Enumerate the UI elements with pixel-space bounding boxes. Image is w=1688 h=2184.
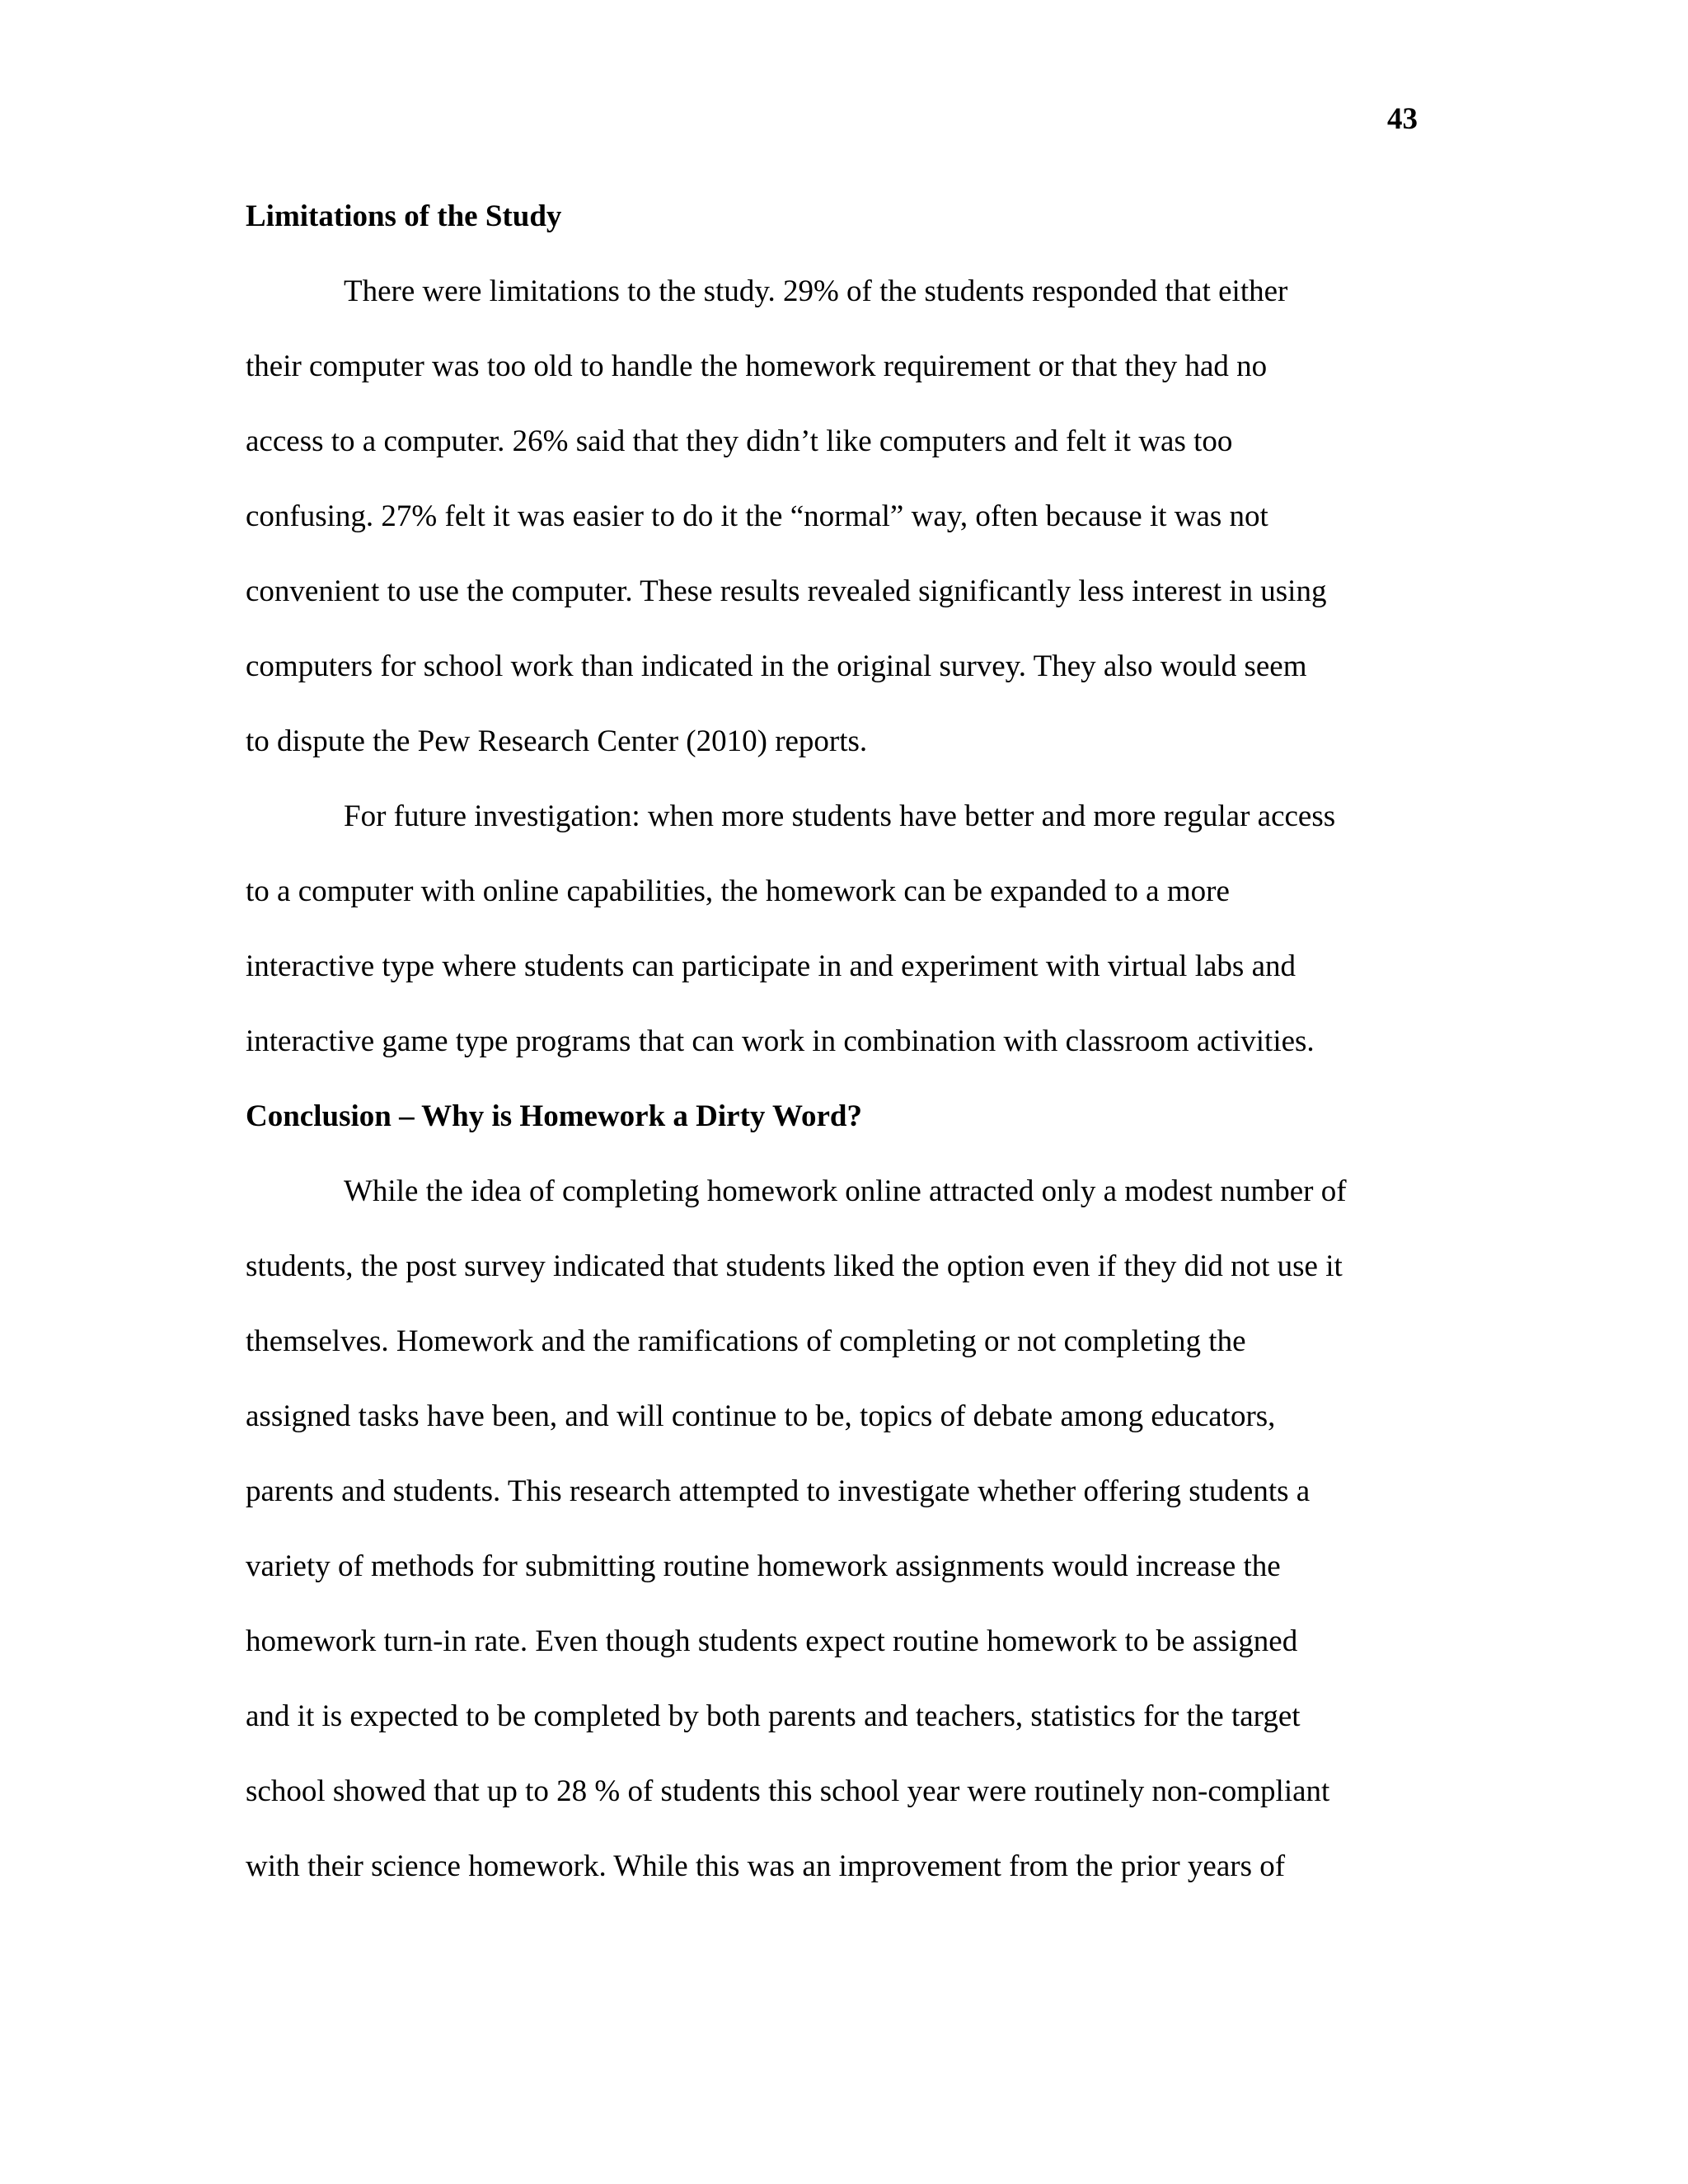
section-heading-conclusion: Conclusion – Why is Homework a Dirty Word? <box>246 1099 862 1133</box>
paragraph-line: variety of methods for submitting routine homework assignments would increase the <box>246 1549 1281 1583</box>
paragraph-line: While the idea of completing homework online attracted only a modest number of <box>344 1174 1347 1208</box>
paragraph-line: interactive game type programs that can work in combination with classroom activities. <box>246 1024 1315 1058</box>
paragraph-line: their computer was too old to handle the homework requirement or that they had no <box>246 349 1268 383</box>
paragraph-line: access to a computer. 26% said that they didn’t like computers and felt it was too <box>246 424 1233 458</box>
paragraph-line: themselves. Homework and the ramifications of completing or not completing the <box>246 1324 1246 1358</box>
paragraph-line: students, the post survey indicated that students liked the option even if they did not use it <box>246 1249 1343 1283</box>
paragraph-line: to a computer with online capabilities, the homework can be expanded to a more <box>246 874 1230 908</box>
paragraph-line: homework turn-in rate. Even though students expect routine homework to be assigned <box>246 1624 1298 1658</box>
paragraph-line: For future investigation: when more students have better and more regular access <box>344 799 1336 833</box>
paragraph-line: confusing. 27% felt it was easier to do it the “normal” way, often because it was not <box>246 499 1268 533</box>
paragraph-line: school showed that up to 28 % of students this school year were routinely non-compliant <box>246 1774 1330 1808</box>
paragraph-line: convenient to use the computer. These results revealed significantly less interest in using <box>246 574 1327 608</box>
section-heading-limitations: Limitations of the Study <box>246 199 562 233</box>
paragraph-line: and it is expected to be completed by both parents and teachers, statistics for the target <box>246 1699 1301 1733</box>
paragraph-line: There were limitations to the study. 29% of the students responded that either <box>344 274 1288 308</box>
page-number: 43 <box>1387 102 1418 136</box>
paragraph-line: computers for school work than indicated in the original survey. They also would seem <box>246 649 1307 683</box>
paragraph-line: parents and students. This research attempted to investigate whether offering students a <box>246 1474 1311 1508</box>
paragraph-line: interactive type where students can participate in and experiment with virtual labs and <box>246 949 1296 983</box>
paragraph-line: to dispute the Pew Research Center (2010) reports. <box>246 724 868 758</box>
paragraph-line: assigned tasks have been, and will continue to be, topics of debate among educators, <box>246 1399 1276 1433</box>
paragraph-line: with their science homework. While this was an improvement from the prior years of <box>246 1849 1286 1883</box>
